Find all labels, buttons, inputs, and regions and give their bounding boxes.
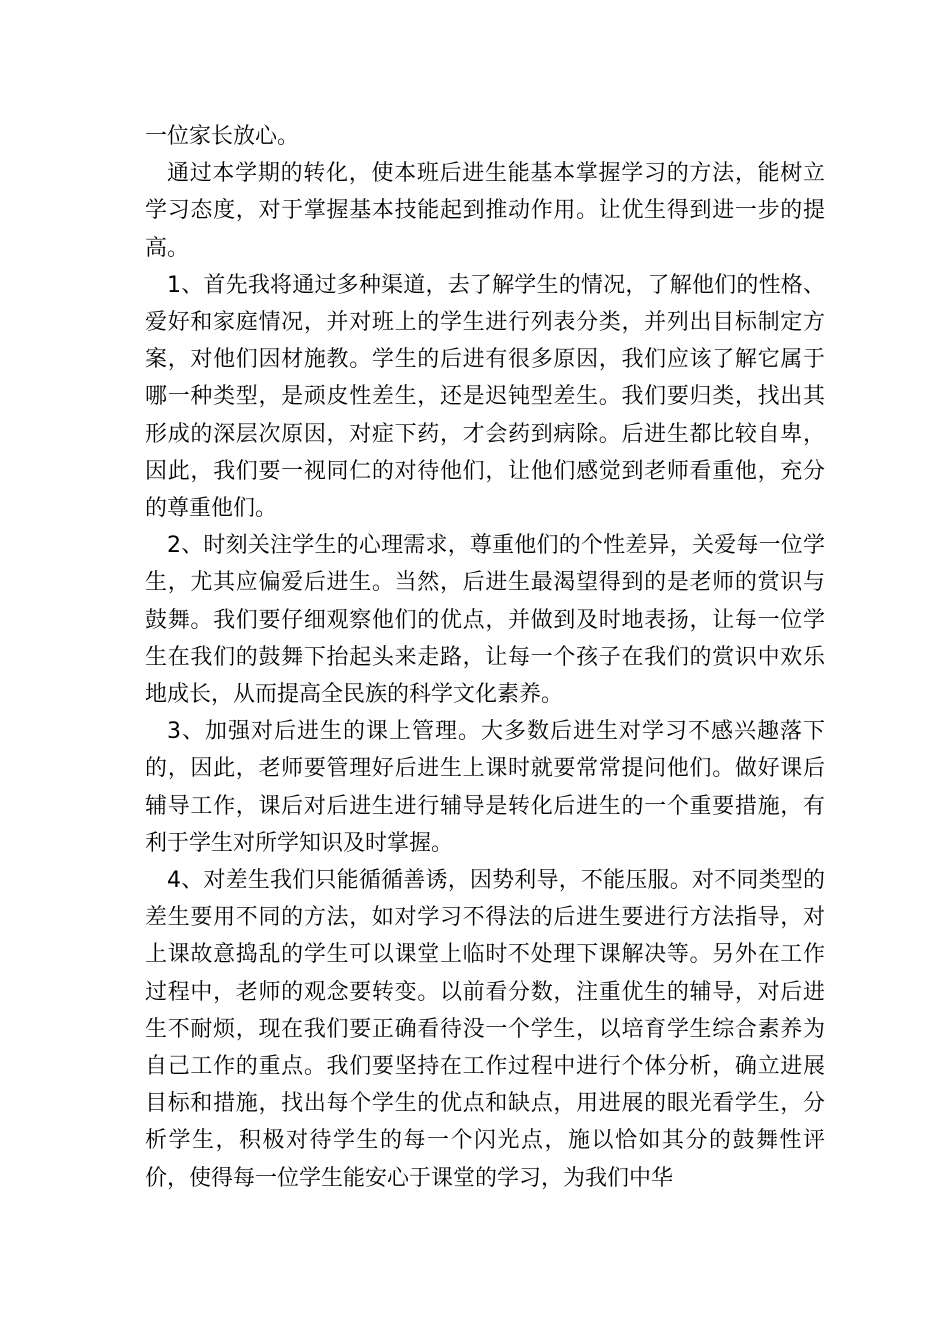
document-body (145, 118, 825, 1197)
paragraph-item-2: 2、时刻关注学生的心理需求，尊重他们的个性差异，关爱每一位学生，尤其应偏爱后进生。当然，后进生最渴望得到的是老师的赏识与鼓舞。我们要仔细观察他们的优点，并做到及时地表扬，让每一位学生在我们的鼓舞下抬起头来走路，让每一个孩子在我们的赏识中欢乐地成长，从而提高全民族的科学文化素养。 (145, 533, 825, 708)
paragraph-item-3: 3、加强对后进生的课上管理。大多数后进生对学习不感兴趣落下的，因此，老师要管理好后进生上课时就要常常提问他们。做好课后辅导工作，课后对后进生进行辅导是转化后进生的一个重要措施，有利于学生对所学知识及时掌握。 (145, 719, 825, 856)
paragraph-intro: 通过本学期的转化，使本班后进生能基本掌握学习的方法，能树立学习态度，对于掌握基本技能起到推动作用。让优生得到进一步的提高。 (145, 161, 825, 261)
paragraph-item-1: 1、首先我将通过多种渠道，去了解学生的情况，了解他们的性格、爱好和家庭情况，并对班上的学生进行列表分类，并列出目标制定方案，对他们因材施教。学生的后进有很多原因，我们应该了解它属于哪一种类型，是顽皮性差生，还是迟钝型差生。我们要归类，找出其形成的深层次原因，对症下药，才会药到病除。后进生都比较自卑，因此，我们要一视同仁的对待他们，让他们感觉到老师看重他，充分的尊重他们。 (145, 272, 825, 522)
paragraph-item-4: 4、对差生我们只能循循善诱，因势利导，不能压服。对不同类型的差生要用不同的方法，如对学习不得法的后进生要进行方法指导，对上课故意捣乱的学生可以课堂上临时不处理下课解决等。另外在工作过程中，老师的观念要转变。以前看分数，注重优生的辅导，对后进生不耐烦，现在我们要正确看待没一个学生，以培育学生综合素养为自己工作的重点。我们要坚持在工作过程中进行个体分析，确立进展目标和措施，找出每个学生的优点和缺点，用进展的眼光看学生，分析学生，积极对待学生的每一个闪光点，施以恰如其分的鼓舞性评价，使得每一位学生能安心于课堂的学习，为我们中华 (145, 868, 825, 1191)
paragraph-continuation: 一位家长放心。 (145, 124, 300, 149)
